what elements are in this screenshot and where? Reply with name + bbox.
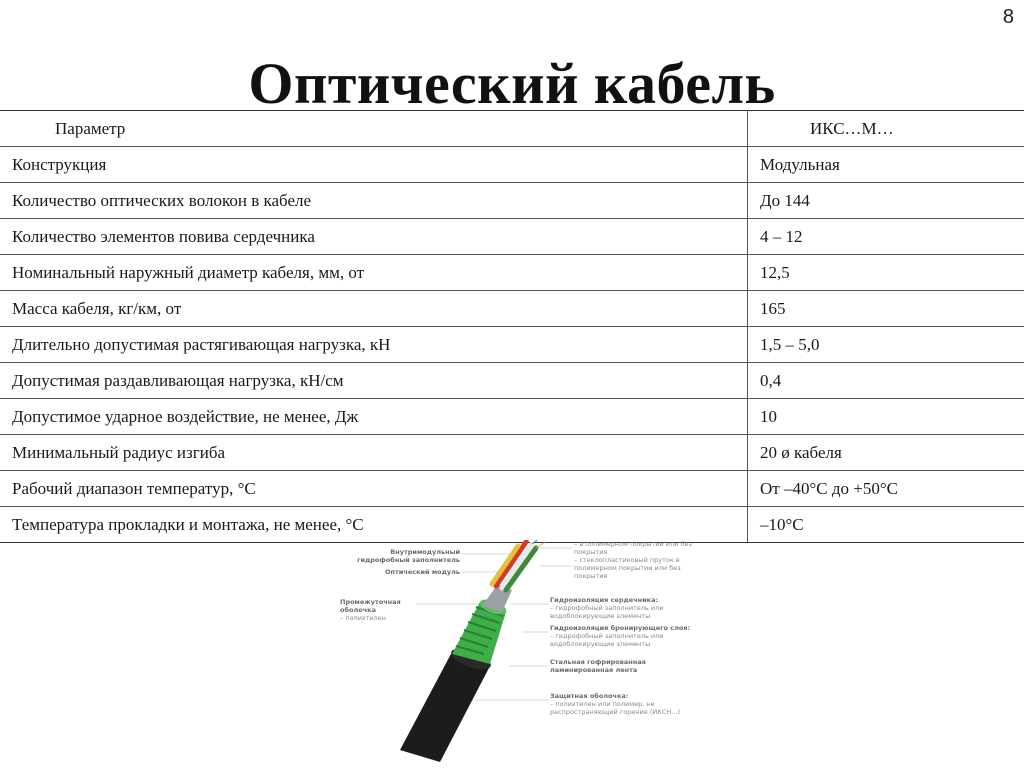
table-row <box>0 507 1024 543</box>
table-row <box>0 291 1024 327</box>
value-cell: 4 – 12 <box>748 219 1024 255</box>
value-cell: 10 <box>748 399 1024 435</box>
label-intermediate-sheath-text: Промежуточная оболочка <box>340 598 430 614</box>
param-cell: Масса кабеля, кг/км, от <box>0 291 748 327</box>
table-row <box>0 471 1024 507</box>
label-inner-filler-text: Внутримодульный гидрофобный заполнитель <box>357 548 460 564</box>
header-value: ИКС…М… <box>748 111 1024 147</box>
table-row <box>0 183 1024 219</box>
label-outer-sheath-sub: – полиэтилен или полимер, не распространяющий горение (ИКСН...) <box>550 700 695 716</box>
label-central-member-1: – в полимерном покрытии или без покрытия <box>574 540 694 556</box>
param-cell: Допустимое ударное воздействие, не менее, Дж <box>0 399 748 435</box>
header-param: Параметр <box>0 111 748 147</box>
table-row <box>0 327 1024 363</box>
label-armor-water-block-sub: – гидрофобный заполнитель или водоблокирующие элементы <box>550 632 695 648</box>
label-outer-sheath <box>550 692 695 716</box>
value-cell: –10°С <box>748 507 1024 543</box>
label-steel-tape <box>550 658 695 674</box>
param-cell: Температура прокладки и монтажа, не менее, °С <box>0 507 748 543</box>
param-cell: Конструкция <box>0 147 748 183</box>
table-row <box>0 147 1024 183</box>
label-steel-tape-text: Стальная гофрированная ламинированная лента <box>550 658 695 674</box>
table-row <box>0 363 1024 399</box>
cable-cross-section-figure <box>340 540 700 767</box>
label-armor-water-block <box>550 624 695 648</box>
param-cell: Допустимая раздавливающая нагрузка, кН/см <box>0 363 748 399</box>
table-row <box>0 219 1024 255</box>
param-cell: Номинальный наружный диаметр кабеля, мм, от <box>0 255 748 291</box>
table-row <box>0 435 1024 471</box>
page-title: Оптический кабель <box>0 50 1024 117</box>
spec-table <box>0 110 1024 543</box>
value-cell: 20 ø кабеля <box>748 435 1024 471</box>
param-cell: Рабочий диапазон температур, °С <box>0 471 748 507</box>
label-intermediate-sheath <box>340 598 430 622</box>
label-optical-module-text: Оптический модуль <box>385 568 460 576</box>
label-core-water-block-text: Гидроизоляция сердечника: <box>550 596 695 604</box>
page-number: 8 <box>1003 6 1014 29</box>
label-central-member <box>574 540 694 580</box>
value-cell: До 144 <box>748 183 1024 219</box>
table-row <box>0 399 1024 435</box>
label-outer-sheath-text: Защитная оболочка: <box>550 692 695 700</box>
value-cell: 165 <box>748 291 1024 327</box>
label-armor-water-block-text: Гидроизоляция бронирующего слоя: <box>550 624 695 632</box>
param-cell: Количество оптических волокон в кабеле <box>0 183 748 219</box>
label-intermediate-sheath-sub: – полиэтилен <box>340 614 430 622</box>
label-central-member-2: – стеклопластиковый пруток в полимерном покрытии или без покрытия <box>574 556 694 580</box>
param-cell: Длительно допустимая растягивающая нагрузка, кН <box>0 327 748 363</box>
label-inner-filler <box>340 548 460 564</box>
label-core-water-block-sub: – гидрофобный заполнитель или водоблокирующие элементы <box>550 604 695 620</box>
value-cell: Модульная <box>748 147 1024 183</box>
param-cell: Минимальный радиус изгиба <box>0 435 748 471</box>
label-optical-module <box>340 568 460 576</box>
table-row <box>0 255 1024 291</box>
label-core-water-block <box>550 596 695 620</box>
value-cell: От –40°С до +50°С <box>748 471 1024 507</box>
value-cell: 1,5 – 5,0 <box>748 327 1024 363</box>
value-cell: 0,4 <box>748 363 1024 399</box>
table-header-row <box>0 111 1024 147</box>
value-cell: 12,5 <box>748 255 1024 291</box>
param-cell: Количество элементов повива сердечника <box>0 219 748 255</box>
